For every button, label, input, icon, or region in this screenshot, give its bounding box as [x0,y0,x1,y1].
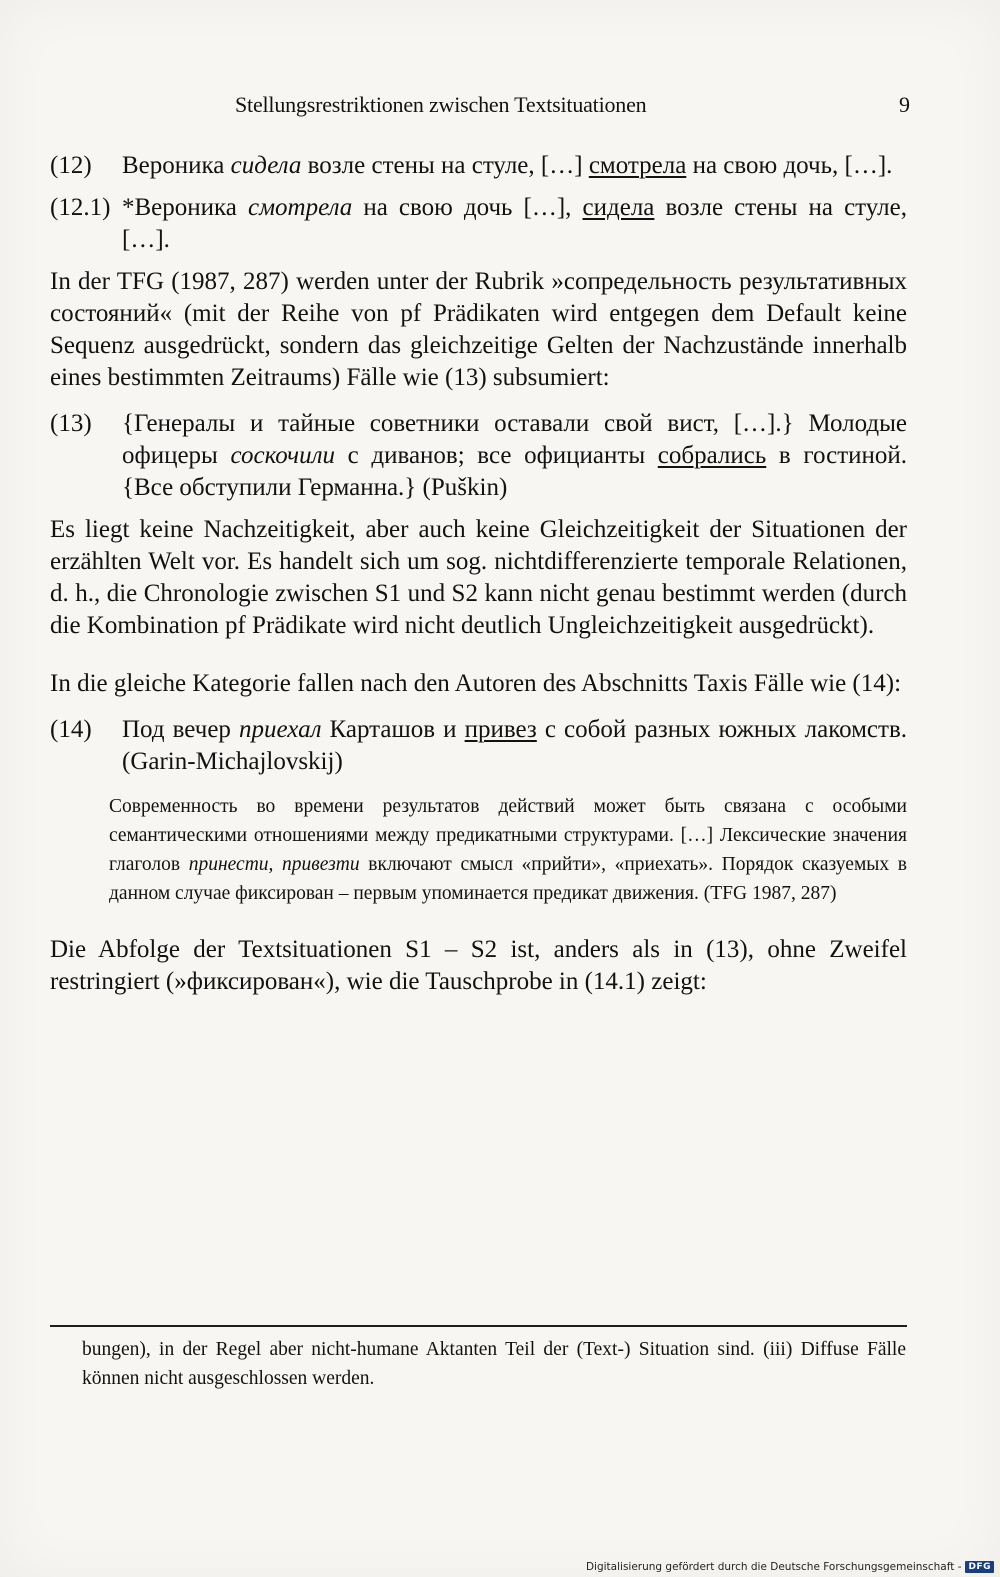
funding-text: Digitalisierung gefördert durch die Deutsche Forschungsgemeinschaft - [585,1561,962,1573]
quote-text: включают смысл «прийти», «приехать». Порядок сказуемых в данном случае фиксирован – первым упоминается предикат движения. (TFG 1987, 287) [109,854,907,904]
paragraph-1: In der TFG (1987, 287) werden unter der Rubrik »сопредельность результативных состояний« (mit der Reihe von pf Prädikaten wird entgegen dem Default keine Sequenz ausgedrückt, sondern das gleichzeitige Gelten der Nachzustände innerhalb eines bestimmten Zeitraums) Fälle wie (13) subsumiert: [50,268,907,391]
example-number: (12.1) [50,194,111,221]
example-text: *Вероника [122,194,248,221]
underlined-word: привез [464,716,537,743]
paragraph-3: In die gleiche Kategorie fallen nach den Autoren des Abschnitts Taxis Fälle wie (14): [50,670,902,697]
emphasis: смотрела [247,194,353,221]
example-text: {Генералы и тайные советники оставали свой вист, […].} Молодые офицеры [122,410,907,469]
page-number: 9 [899,92,910,117]
example-12 [50,150,907,182]
example-text: Вероника [122,152,231,179]
emphasis: сидела [230,152,302,179]
example-text: возле стены на стуле, […]. [122,194,907,253]
example-13 [50,408,907,504]
example-14 [50,714,907,778]
example-text: с диванов; все официанты [335,442,658,469]
quote-text: Современность во времени результатов действий может быть связана с особыми семантическими отношениями между предикатными структурами. […] Лексические значения глаголов [109,796,907,875]
example-text: Под вечер [122,716,240,743]
main-text [50,150,907,1012]
example-text: возле стены на стуле, […] [301,152,589,179]
example-text: на свою дочь, […]. [686,152,893,179]
running-header [50,92,910,126]
dfg-logo: DFG [965,1561,994,1573]
paragraph-4: Die Abfolge der Textsituationen S1 – S2 ist, anders als in (13), ohne Zweifel restringiert (»фиксирован«), wie die Tauschprobe in (14.1) zeigt: [50,936,907,995]
emphasis: принести, привезти [188,854,360,875]
block-quote [109,792,907,908]
example-text: Карташов и [321,716,465,743]
example-number: (12) [50,152,92,179]
underlined-word: сидела [582,194,655,221]
footnote-divider [50,1325,907,1327]
underlined-word: смотрела [588,152,687,179]
example-text: на свою дочь […], [352,194,583,221]
funding-notice [586,1561,994,1573]
example-text: в гостиной. {Все обступили Германна.} (Puškin) [122,442,908,501]
underlined-word: собрались [657,442,767,469]
running-title: Stellungsrestriktionen zwischen Textsituationen [235,92,647,117]
footnote: bungen), in der Regel aber nicht-humane Aktanten Teil der (Text-) Situation sind. (iii) Diffuse Fälle können nicht ausgeschlossen werden. [82,1339,906,1389]
example-text: с собой разных южных лакомств. (Garin-Michajlovskij) [122,716,908,775]
paragraph-2: Es liegt keine Nachzeitigkeit, aber auch keine Gleichzeitigkeit der Situationen der erzählten Welt vor. Es handelt sich um sog. nichtdifferenzierte temporale Relationen, d. h., die Chronologie zwischen S1 und S2 kann nicht genau bestimmt werden (durch die Kombination pf Prädikate wird nicht deutlich Ungleichzeitigkeit ausgedrückt). [50,516,907,639]
example-number: (13) [50,410,92,437]
emphasis: соскочили [230,442,335,469]
emphasis: приехал [239,716,322,743]
example-number: (14) [50,716,92,743]
example-12-1 [50,192,907,256]
